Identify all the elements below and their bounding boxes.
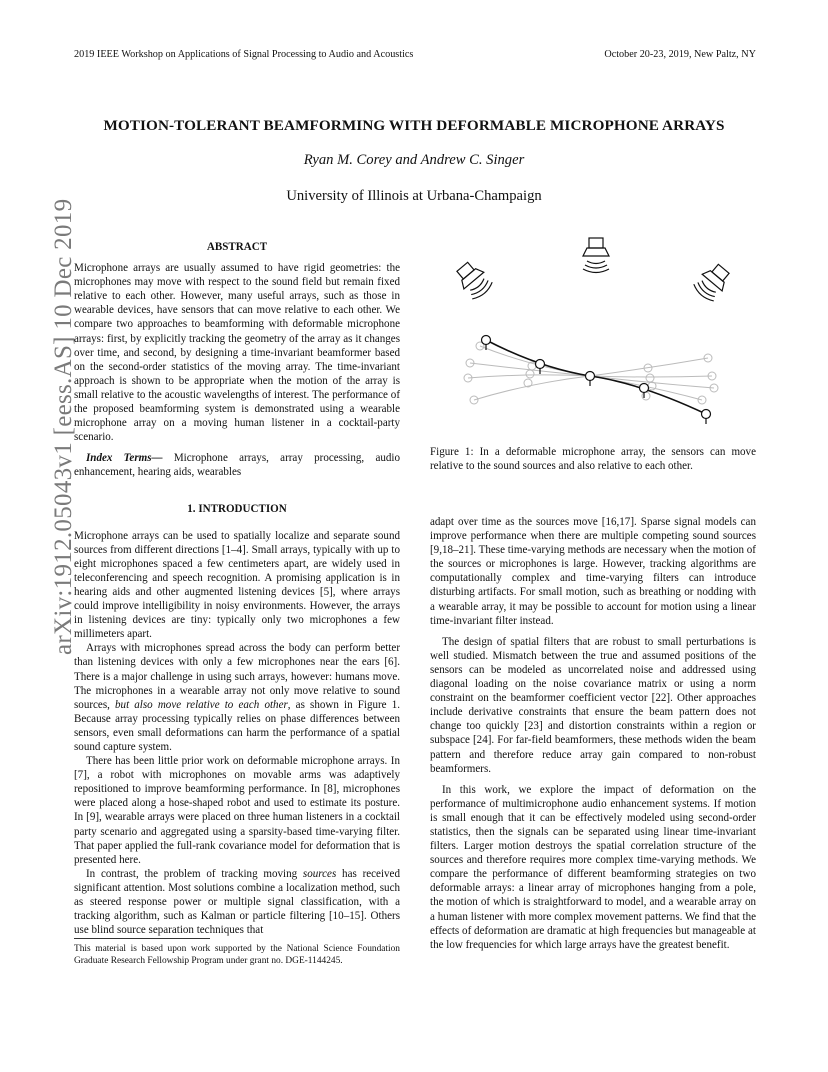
figure-1-caption: Figure 1: In a deformable microphone array, the sensors can move relative to the sound sources and also relative to each other.: [430, 446, 756, 473]
paper-affiliation: University of Illinois at Urbana-Champaign: [286, 188, 542, 204]
speaker-icon-left: [452, 258, 494, 301]
microphone-icon: [640, 384, 649, 399]
intro-paragraph-4: [74, 867, 400, 937]
right-paragraph-1: adapt over time as the sources move [16,17]. Sparse signal models can improve performance when there are multiple competing sound sources [9,18–21]. These time-varying methods are necessary when the motion of the sources or microphones is large. However, tracking algorithms are computationally complex and time-varying filters can introduce disturbing artifacts. For small motion, such as breathing or nodding with a wearable array, it may be possible to account for motion using a linear time-invariant filter instead.: [430, 516, 756, 627]
intro-p4-text-a: In contrast, the problem of tracking moving: [86, 867, 303, 880]
index-terms: [74, 451, 400, 479]
speaker-icon-top: [583, 238, 609, 273]
intro-p2-text-b: , as shown in Figure 1. Because array processing typically relies on phase differences between sensors, even small deformations can harm the performance of a spatial sound capture system.: [74, 698, 400, 753]
intro-paragraph-3: There has been little prior work on deformable microphone arrays. In [7], a robot with microphones on movable arms was adaptively repositioned to improve beamforming performance. In [8], microphones were placed along a hose-shaped robot and used to estimate its posture. In [9], wearable arrays were placed on three human listeners in a cocktail party scenario and aggregated using a sparsity-based time-varying filter. That paper applied the full-rank covariance model for deformation that is presented here.: [74, 755, 400, 866]
intro-p4-emphasis: sources: [302, 867, 337, 880]
running-header-left: 2019 IEEE Workshop on Applications of Signal Processing to Audio and Acoustics: [74, 49, 414, 60]
index-terms-label: Index Terms—: [86, 452, 163, 465]
footnote: This material is based upon work supported by the National Science Foundation Graduate Research Fellowship Program under grant no. DGE-1144245.: [74, 944, 400, 967]
microphone-icon: [536, 360, 545, 375]
intro-p2-text-a: Arrays with microphones spread across the body can perform better than listening devices with only a few microphones near the ears [6]. There is a major challenge in using such arrays, however: humans move. The microphones in a wearable array not only move relative to sound sources,: [74, 642, 400, 711]
footnote-rule: [74, 938, 210, 939]
left-column: [74, 240, 400, 937]
paper-authors: Ryan M. Corey and Andrew C. Singer: [303, 152, 525, 168]
abstract-heading: ABSTRACT: [206, 241, 268, 253]
intro-p2-emphasis: but also move relative to each other: [115, 698, 288, 711]
microphone-icon: [586, 372, 595, 387]
index-terms-text: Microphone arrays, array processing, audio enhancement, hearing aids, wearables: [74, 452, 400, 479]
speaker-icon-right: [692, 260, 734, 303]
intro-heading: 1. INTRODUCTION: [187, 502, 287, 515]
microphone-icons: [482, 336, 711, 425]
intro-paragraph-1: Microphone arrays can be used to spatially localize and separate sound sources from different directions [1–4]. Small arrays, typically with up to eight microphones spaced a few centimeters apart, are widely used in teleconferencing and speech recognition. A promising application is in hearing aids and other augmented listening devices [5], where arrays could improve intelligibility in noisy environments. However, the arrays in listening devices are tiny: typically only two microphones a few millimeters apart.: [74, 529, 400, 641]
arxiv-side-stamp: arXiv:1912.05043v1 [eess.AS] 10 Dec 2019: [50, 198, 77, 655]
right-column: [430, 515, 756, 952]
right-paragraph-2: The design of spatial filters that are robust to small perturbations is well studied. Mismatch between the true and assumed positions of the sensors can be modeled as uncorrelated noise and addressed using diagonal loading on the noise covariance matrix or using a norm constraint on the beamformer coefficient vector [22]. Other approaches include derivative constraints that ensure the beam pattern does not change too quickly [23] and distortion constraints within a region or subspace [24]. For far-field beamformers, these methods widen the beam pattern and therefore reduce array gain compared to non-robust beamformers.: [430, 635, 756, 775]
microphone-icon: [702, 410, 711, 425]
right-paragraph-3: In this work, we explore the impact of deformation on the performance of multimicrophone audio enhancement systems. If motion is small enough that it can be effectively modeled using second-order statistics, then the signals can be separated using linear time-invariant filters. Larger motion destroys the spatial correlation structure of the sources and therefore requires more complex time-varying methods. We compare the performance of different beamforming strategies on two deformable arrays: a linear array of microphones hanging from a pole, the motion of which is straightforward to model, and a wearable array on a human listener with more complex movement patterns. We find that the effects of deformation are dramatic at high frequencies but manageable at the low frequencies for which large arrays have the greatest benefit.: [430, 783, 756, 951]
intro-p4-text-b: has received significant attention. Most solutions combine a localization method, such as steered response power or multiple signal classification, with a tracking algorithm, such as Kalman or particle filtering [10–15]. Others use blind source separation techniques that: [74, 867, 400, 937]
paper-title: MOTION-TOLERANT BEAMFORMING WITH DEFORMABLE MICROPHONE ARRAYS: [103, 117, 725, 134]
intro-paragraph-2: [74, 641, 400, 754]
figure-1-illustration: [430, 228, 756, 438]
running-header-right: October 20-23, 2019, New Paltz, NY: [604, 49, 756, 60]
microphone-icon: [482, 336, 491, 351]
abstract-text: Microphone arrays are usually assumed to have rigid geometries: the microphones may move with respect to the sound field but remain fixed relative to each other. However, many useful arrays, such as those in wearable devices, have sensors that can move relative to each other. We compare two approaches to beamforming with deformable microphone arrays: first, by explicitly tracking the geometry of the array as it changes over time, and second, by designing a time-invariant beamformer based on the second-order statistics of the moving array. The time-invariant approach is shown to be appropriate when the motion of the array is small relative to the acoustic wavelengths of interest. The performance of the proposed beamforming system is demonstrated using a wearable microphone array on a moving human listener in a cocktail-party scenario.: [74, 262, 400, 444]
